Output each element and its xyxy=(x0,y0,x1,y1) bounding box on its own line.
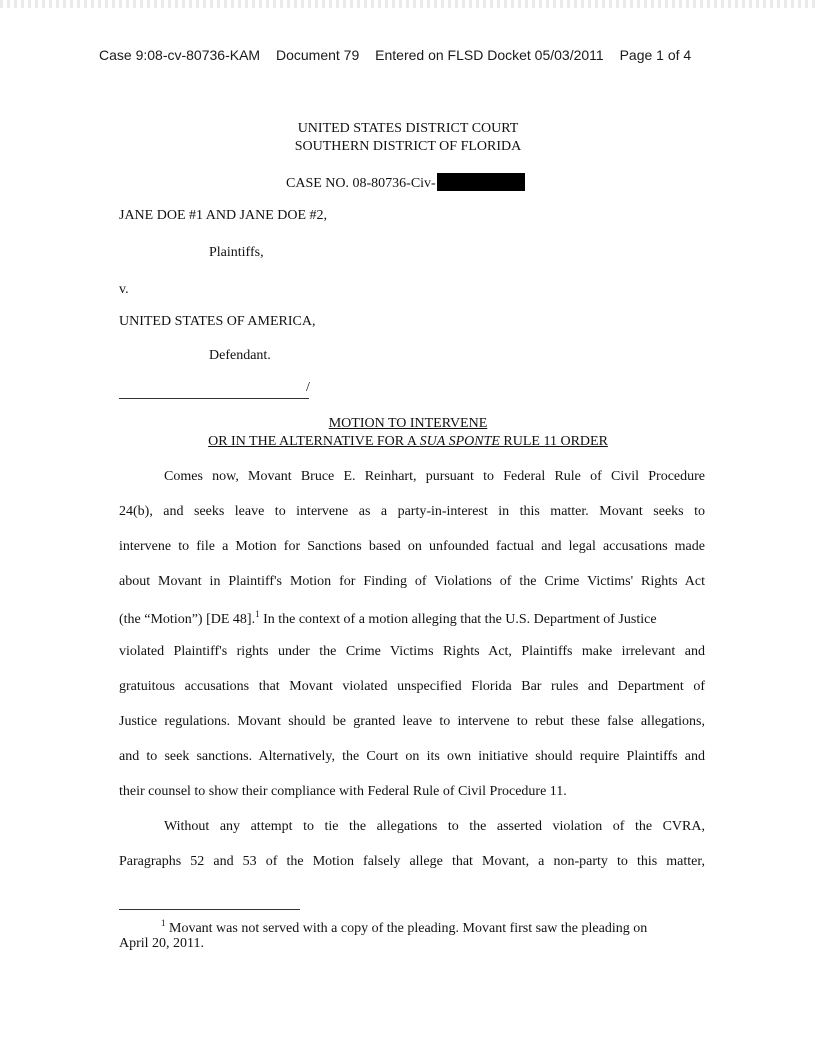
versus: v. xyxy=(119,282,129,297)
body-p1-line3: intervene to file a Motion for Sanctions based on unfounded factual and legal accusations made xyxy=(119,539,705,554)
court-name-line1: UNITED STATES DISTRICT COURT xyxy=(297,121,519,136)
motion-title-line2 xyxy=(0,434,816,450)
motion-title-line2-b: RULE 11 ORDER xyxy=(499,434,608,449)
motion-title-italic: SUA SPONTE xyxy=(419,434,500,449)
defendant-role: Defendant. xyxy=(209,348,271,363)
body-p1-line5 xyxy=(119,609,705,628)
scan-artifact-strip xyxy=(0,0,816,8)
body-p1-line7: gratuitous accusations that Movant violated unspecified Florida Bar rules and Department of xyxy=(119,679,705,694)
body-p1-line5-tail: In the context of a motion alleging that the U.S. Department of Justice xyxy=(259,612,657,627)
body-p1-line6: violated Plaintiff's rights under the Crime Victims Rights Act, Plaintiffs make irrelevant and xyxy=(119,644,705,659)
header-page-number: Page 1 of 4 xyxy=(619,47,692,63)
footnote-reference: 1 xyxy=(255,609,260,619)
body-p1-line5-head: (the “Motion”) [DE 48]. xyxy=(119,612,256,627)
plaintiffs-role: Plaintiffs, xyxy=(209,245,264,260)
docket-header xyxy=(99,47,691,63)
body-p2-line2: Paragraphs 52 and 53 of the Motion falsely allege that Movant, a non-party to this matter, xyxy=(119,854,705,869)
caption-separator-rule xyxy=(119,398,309,399)
case-number-text: CASE NO. 08-80736-Civ- xyxy=(286,176,436,191)
footnote-rule xyxy=(119,909,300,910)
footnote-text-line1: Movant was not served with a copy of the pleading. Movant first saw the pleading on xyxy=(165,921,648,936)
court-name-line2: SOUTHERN DISTRICT OF FLORIDA xyxy=(294,139,522,154)
body-p1-line8: Justice regulations. Movant should be granted leave to intervene to rebut these false allegations, xyxy=(119,714,705,729)
body-p1-line10: their counsel to show their compliance with Federal Rule of Civil Procedure 11. xyxy=(119,784,567,799)
header-entered-date: Entered on FLSD Docket 05/03/2011 xyxy=(375,47,604,63)
motion-title-line2-a: OR IN THE ALTERNATIVE FOR A xyxy=(208,434,420,449)
header-document-number: Document 79 xyxy=(275,47,360,63)
footnote-number: 1 xyxy=(161,918,166,928)
body-p1-line4: about Movant in Plaintiff's Motion for Finding of Violations of the Crime Victims' Rights Act xyxy=(119,574,705,589)
header-case-number: Case 9:08-cv-80736-KAM xyxy=(99,47,261,63)
footnote-line1 xyxy=(161,918,647,937)
case-number-line xyxy=(286,173,525,192)
body-p1-line2: 24(b), and seeks leave to intervene as a party-in-interest in this matter. Movant seeks to xyxy=(119,504,705,519)
body-p2-line1: Without any attempt to tie the allegations to the asserted violation of the CVRA, xyxy=(164,819,705,834)
plaintiffs-name: JANE DOE #1 AND JANE DOE #2, xyxy=(119,208,328,223)
redaction-block xyxy=(437,173,525,191)
body-p1-line1: Comes now, Movant Bruce E. Reinhart, pursuant to Federal Rule of Civil Procedure xyxy=(164,469,705,484)
defendant-name: UNITED STATES OF AMERICA, xyxy=(119,314,316,329)
motion-title-line1: MOTION TO INTERVENE xyxy=(328,416,488,431)
footnote-line2: April 20, 2011. xyxy=(119,936,205,951)
body-p1-line9: and to seek sanctions. Alternatively, the Court on its own initiative should require Plaintiffs and xyxy=(119,749,705,764)
caption-separator-slash: / xyxy=(306,380,310,395)
